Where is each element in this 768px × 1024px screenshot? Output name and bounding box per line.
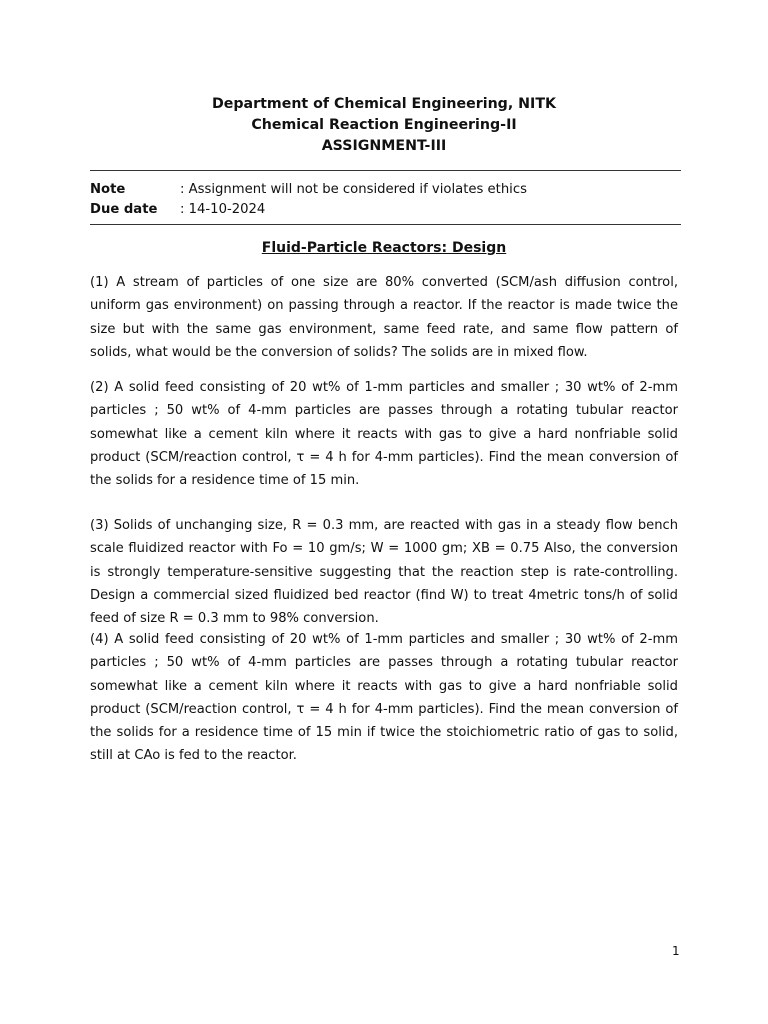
- top-divider: [90, 170, 681, 171]
- assignment-meta: [90, 180, 527, 220]
- question-1: (1) A stream of particles of one size are 80% converted (SCM/ash diffusion control, uniform gas environment) on passing through a reactor. If the reactor is made twice the size but with the same gas environment, same feed rate, and same flow pattern of solids, what would be the conversion of solids? The solids are in mixed flow.: [90, 275, 678, 360]
- question-4: (4) A solid feed consisting of 20 wt% of 1-mm particles and smaller ; 30 wt% of 2-mm particles ; 50 wt% of 4-mm particles are passes through a rotating tubular reactor somewhat like a cement kiln where it reacts with gas to give a hard nonfriable solid product (SCM/reaction control, τ = 4 h for 4-mm particles). Find the mean conversion of the solids for a residence time of 15 min if twice the stoichiometric ratio of gas to solid, still at CAo is fed to the reactor.: [90, 632, 678, 764]
- section-title: Fluid-Particle Reactors: Design: [261, 240, 507, 256]
- course-title: Chemical Reaction Engineering-II: [251, 117, 517, 133]
- due-date-label: Due date: [90, 202, 158, 217]
- due-date-row: [90, 200, 527, 220]
- note-row: [90, 180, 527, 200]
- bottom-divider: [90, 224, 681, 225]
- note-label: Note: [90, 182, 126, 197]
- question-2: (2) A solid feed consisting of 20 wt% of 1-mm particles and smaller ; 30 wt% of 2-mm particles ; 50 wt% of 4-mm particles are passes through a rotating tubular reactor somewhat like a cement kiln where it reacts with gas to give a hard nonfriable solid product (SCM/reaction control, τ = 4 h for 4-mm particles). Find the mean conversion of the solids for a residence time of 15 min.: [90, 380, 678, 489]
- note-value: : Assignment will not be considered if violates ethics: [180, 182, 527, 197]
- assignment-title: ASSIGNMENT-III: [321, 138, 447, 154]
- document-header: [0, 94, 768, 157]
- page-number: 1: [672, 944, 680, 958]
- due-date-value: : 14-10-2024: [180, 202, 266, 217]
- question-3: (3) Solids of unchanging size, R = 0.3 mm, are reacted with gas in a steady flow bench scale fluidized reactor with Fo = 10 gm/s; W = 1000 gm; XB = 0.75 Also, the conversion is strongly temperature-sensitive suggesting that the reaction step is rate-controlling. Design a commercial sized fluidized bed reactor (find W) to treat 4metric tons/h of solid feed of size R = 0.3 mm to 98% conversion.: [90, 518, 678, 627]
- department-title: Department of Chemical Engineering, NITK: [212, 96, 556, 112]
